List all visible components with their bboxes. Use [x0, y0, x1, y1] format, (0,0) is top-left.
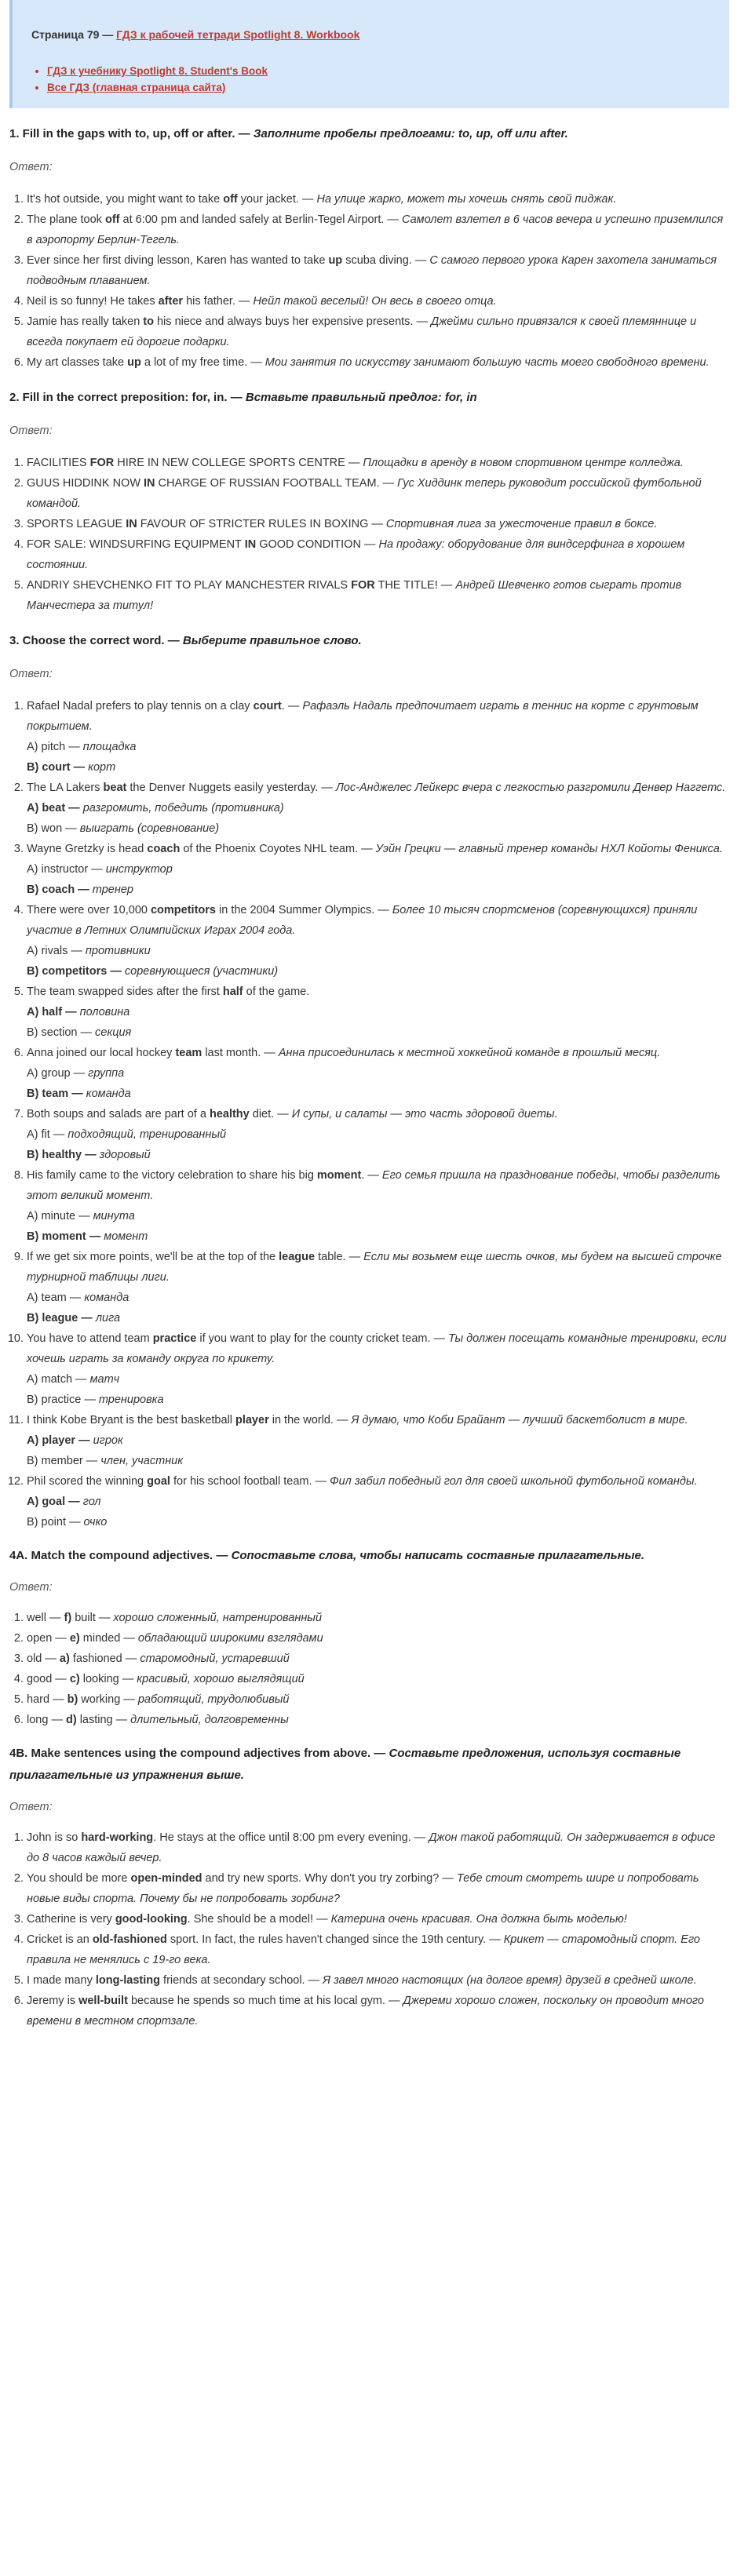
option-label: B) member — — [27, 1455, 101, 1467]
sentence-start: Wayne Gretzky is head — [27, 843, 148, 855]
sentence-end: CHARGE OF RUSSIAN FOOTBALL TEAM. — — [155, 477, 398, 490]
sentence-start: open — — [27, 1632, 70, 1645]
option-translation: игрок — [93, 1434, 123, 1447]
exercise-4a-answers — [9, 1608, 729, 1730]
sentence-start: GUUS HIDDINK NOW — [27, 477, 144, 490]
title-ru: Заполните пробелы предлогами: to, up, off или after. — [253, 127, 568, 140]
sentence-end: and try new sports. Why don't you try zorbing? — — [202, 1872, 457, 1885]
sentence-start: The plane took — [27, 213, 105, 226]
exercise-1-title — [9, 123, 729, 145]
sentence-end: . He stays at the office until 8:00 pm every evening. — — [153, 1831, 429, 1844]
sentence-start: long — — [27, 1714, 66, 1726]
answer-word: moment — [316, 1169, 362, 1182]
answer-item — [27, 778, 729, 839]
answer-word: competitors — [150, 904, 216, 916]
list-item — [47, 63, 710, 79]
sentence-end: for his school football team. — — [170, 1475, 330, 1488]
option-label: A) rivals — — [27, 945, 86, 957]
option-translation: выиграть (соревнование) — [79, 822, 220, 835]
translation: старомодный, устаревший — [140, 1652, 290, 1665]
sentence-start: Phil scored the winning — [27, 1475, 148, 1488]
related-links — [31, 63, 710, 96]
sentence-end: in the 2004 Summer Olympics. — — [215, 904, 392, 916]
option-label: A) half — — [27, 1006, 80, 1018]
answer-word: old-fashioned — [92, 1933, 167, 1946]
translation: Лос-Анджелес Лейкерс вчера с легкостью разгромили Денвер Наггетс. — [335, 782, 726, 794]
option-translation: команда — [86, 1088, 131, 1100]
answer-word: well-built — [78, 1995, 128, 2007]
option-label: A) group — — [27, 1067, 89, 1080]
sentence-end: last month. — — [202, 1047, 279, 1059]
answer-item — [27, 1929, 729, 1970]
answer-item — [27, 1247, 729, 1328]
answer-item — [27, 352, 729, 373]
title-ru: Выберите правильное слово. — [182, 634, 362, 647]
answer-label: Ответ: — [9, 161, 53, 173]
option-translation: группа — [88, 1067, 125, 1080]
answer-item — [27, 291, 729, 312]
translation: Гус Хиддинк теперь руководит российской футбольной командой. — [27, 477, 702, 510]
sentence-end: working — — [78, 1693, 138, 1706]
page-header — [9, 0, 729, 108]
sentence-start: Anna joined our local hockey — [27, 1047, 176, 1059]
sentence-end: diet. — — [249, 1108, 292, 1120]
sentence-start: Cricket is an — [27, 1933, 93, 1946]
sentence-end: GOOD CONDITION — — [256, 538, 379, 551]
sentence-end: . — — [361, 1169, 382, 1182]
sentence-end: because he spends so much time at his local gym. — — [127, 1995, 403, 2007]
translation: На продажу: оборудование для виндсерфинга в хорошем состоянии. — [27, 538, 685, 571]
sentence-end: your jacket. — — [237, 193, 317, 206]
answer-item — [27, 1104, 729, 1165]
answer-word: b) — [67, 1693, 78, 1706]
translation: длительный, долговременны — [130, 1714, 289, 1726]
translation: Джейми сильно привязался к своей племяннице и всегда покупает ей дорогие подарки. — [27, 315, 697, 348]
sentence-end: in the world. — — [268, 1414, 352, 1426]
exercise-3-answers — [9, 696, 729, 1532]
option-label: A) instructor — — [27, 863, 106, 876]
sentence-start: The LA Lakers — [27, 782, 104, 794]
translation: Джереми хорошо сложен, поскольку он проводит много времени в местном спортзале. — [27, 1995, 704, 2028]
option — [27, 1206, 729, 1226]
option — [27, 1308, 729, 1328]
option-label: B) healthy — — [27, 1149, 100, 1161]
translation: Уэйн Грецки — главный тренер команды НХЛ Койоты Феникса. — [375, 843, 723, 855]
exercise-2-title — [9, 387, 729, 409]
sentence-start: Jamie has really taken — [27, 315, 144, 328]
option — [27, 1512, 729, 1532]
sentence-start: good — — [27, 1673, 70, 1685]
answer-item — [27, 1669, 729, 1689]
answer-word: FOR — [89, 457, 115, 469]
breadcrumb — [31, 28, 710, 41]
sentence-end: at 6:00 pm and landed safely at Berlin-Tegel Airport. — — [119, 213, 402, 226]
option-translation: матч — [89, 1373, 120, 1386]
answer-item — [27, 1043, 729, 1104]
translation: И супы, и салаты — это часть здоровой диеты. — [291, 1108, 558, 1120]
sentence-end: sport. In fact, the rules haven't changed since the 19th century. — — [166, 1933, 504, 1946]
answer-word: FOR — [351, 579, 375, 592]
option-label: B) practice — — [27, 1394, 99, 1406]
option-translation: секция — [95, 1026, 132, 1039]
answer-item — [27, 696, 729, 778]
answer-item — [27, 575, 729, 616]
option — [27, 1226, 729, 1247]
option-label: B) section — — [27, 1026, 96, 1039]
option-label: B) league — — [27, 1312, 96, 1324]
sentence-start: If we get six more points, we'll be at the top of the — [27, 1251, 279, 1263]
translation: С самого первого урока Карен захотела заниматься подводным плаванием. — [27, 254, 717, 287]
option-label: B) competitors — — [27, 965, 125, 978]
option — [27, 818, 729, 839]
option-translation: здоровый — [99, 1149, 151, 1161]
option-translation: момент — [104, 1230, 148, 1243]
sentence-end: scuba diving. — — [342, 254, 430, 267]
translation: Джон такой работящий. Он задерживается в офисе до 8 часов каждый вечер. — [27, 1831, 716, 1864]
sentence-end: of the game. — [243, 986, 310, 998]
answer-word: good-looking — [115, 1913, 188, 1926]
answer-label: Ответ: — [9, 1801, 53, 1813]
sentence-start: Rafael Nadal prefers to play tennis on a clay — [27, 700, 254, 712]
exercise-4b-title — [9, 1743, 729, 1787]
option-label: A) goal — — [27, 1496, 83, 1508]
title-ru: Составьте предложения, используя составные прилагательные из упражнения выше. — [9, 1747, 681, 1782]
option-label: B) coach — — [27, 884, 93, 896]
answer-item — [27, 453, 729, 473]
translation: Я думаю, что Коби Брайант — лучший баскетболист в мире. — [351, 1414, 688, 1426]
answer-word: e) — [69, 1632, 80, 1645]
option — [27, 1288, 729, 1308]
answer-word: off — [223, 193, 238, 206]
option-translation: очко — [83, 1516, 108, 1528]
option-label: B) team — — [27, 1088, 86, 1100]
option-translation: соревнующиеся (участники) — [124, 965, 279, 978]
sentence-end: his father. — — [183, 295, 254, 308]
option — [27, 1084, 729, 1104]
answer-item — [27, 1608, 729, 1628]
home-link[interactable]: Все ГДЗ (главная страница сайта) — [47, 82, 226, 93]
answer-item — [27, 1410, 729, 1471]
exercise-3-title — [9, 630, 729, 652]
sentence-start: There were over 10,000 — [27, 904, 151, 916]
option-label: A) minute — — [27, 1210, 93, 1222]
answer-word: open-minded — [130, 1872, 203, 1885]
sentence-end: . She should be a model! — — [187, 1913, 331, 1926]
option-label: B) point — — [27, 1516, 84, 1528]
translation: Если мы возьмем еще шесть очков, мы будем на высшей строчке турнирной таблицы лиги. — [27, 1251, 722, 1284]
sentence-start: FOR SALE: WINDSURFING EQUIPMENT — [27, 538, 245, 551]
translation: Я завел много настоящих (на долгое время) друзей в средней школе. — [323, 1974, 697, 1987]
main-content — [0, 123, 748, 2031]
list-item — [47, 79, 710, 96]
answer-word: beat — [103, 782, 127, 794]
answer-item — [27, 1628, 729, 1649]
translation: обладающий широкими взглядами — [137, 1632, 323, 1645]
option — [27, 859, 729, 880]
sentence-start: Catherine is very — [27, 1913, 115, 1926]
answer-item — [27, 1827, 729, 1868]
title-en: 4B. Make sentences using the compound adjectives from above. — — [9, 1747, 389, 1760]
option-translation: лига — [95, 1312, 121, 1324]
exercise-4b-answers — [9, 1827, 729, 2031]
option — [27, 1369, 729, 1390]
option-translation: тренер — [92, 884, 133, 896]
sentence-start: You should be more — [27, 1872, 131, 1885]
option-label: B) moment — — [27, 1230, 104, 1243]
sentence-start: John is so — [27, 1831, 82, 1844]
option-label: A) match — — [27, 1373, 90, 1386]
sentence-end: of the Phoenix Coyotes NHL team. — — [180, 843, 376, 855]
translation: Нейл такой веселый! Он весь в своего отца. — [253, 295, 497, 308]
answer-item — [27, 210, 729, 250]
option — [27, 1390, 729, 1410]
option — [27, 1124, 729, 1145]
option-translation: команда — [84, 1292, 130, 1304]
answer-item — [27, 1970, 729, 1991]
sentence-start: Both soups and salads are part of a — [27, 1108, 210, 1120]
sentence-end: fashioned — — [69, 1652, 140, 1665]
answer-word: up — [127, 356, 141, 369]
exercise-1-answers — [9, 189, 729, 373]
translation: Андрей Шевченко готов сыграть против Манчестера за титул! — [27, 579, 682, 612]
exercise-2-answers — [9, 453, 729, 616]
answer-item — [27, 1909, 729, 1929]
option — [27, 1002, 729, 1022]
sentence-start: It's hot outside, you might want to take — [27, 193, 224, 206]
answer-word: goal — [147, 1475, 170, 1488]
workbook-link[interactable]: ГДЗ к рабочей тетради Spotlight 8. Workbook — [116, 28, 360, 41]
option-translation: корт — [88, 761, 116, 774]
sentence-end: a lot of my free time. — — [140, 356, 265, 369]
option — [27, 737, 729, 757]
answer-item — [27, 1689, 729, 1710]
answer-item — [27, 839, 729, 900]
answer-word: practice — [152, 1332, 197, 1345]
answer-word: IN — [144, 477, 155, 490]
answer-word: league — [279, 1251, 316, 1263]
answer-item — [27, 1328, 729, 1410]
sentence-start: The team swapped sides after the first — [27, 986, 223, 998]
sentence-end: table. — — [315, 1251, 364, 1263]
translation: работящий, трудолюбивый — [137, 1693, 290, 1706]
option-translation: гол — [82, 1496, 101, 1508]
title-en: 1. Fill in the gaps with to, up, off or after. — — [9, 127, 254, 140]
translation: Более 10 тысяч спортсменов (соревнующихся) приняли участие в Летних Олимпийских Играх 2004 года. — [27, 904, 698, 937]
answer-item — [27, 1710, 729, 1730]
page-label: Страница 79 — — [31, 28, 117, 41]
answer-item — [27, 1868, 729, 1909]
translation: Мои занятия по искусству занимают большую часть моего свободного времени. — [265, 356, 710, 369]
option-translation: противники — [85, 945, 151, 957]
translation: На улице жарко, может ты хочешь снять свой пиджак. — [316, 193, 617, 206]
answer-word: coach — [147, 843, 181, 855]
option-translation: минута — [93, 1210, 135, 1222]
option-translation: разгромить, победить (противника) — [82, 802, 284, 814]
translation: Ты должен посещать командные тренировки, если хочешь играть за команду округа по крикету. — [27, 1332, 727, 1365]
answer-word: up — [328, 254, 343, 267]
translation: красивый, хорошо выглядящий — [137, 1673, 305, 1685]
answer-word: to — [143, 315, 154, 328]
translation: Анна присоединилась к местной хоккейной команде в прошлый месяц. — [278, 1047, 661, 1059]
answer-word: team — [175, 1047, 203, 1059]
option — [27, 798, 729, 818]
answer-item — [27, 514, 729, 534]
answer-word: d) — [65, 1714, 77, 1726]
sentence-start: old — — [27, 1652, 60, 1665]
sentence-end: . — — [281, 700, 303, 712]
answer-word: player — [235, 1414, 269, 1426]
option-label: A) player — — [27, 1434, 93, 1447]
sentence-start: Jeremy is — [27, 1995, 79, 2007]
option-label: A) beat — — [27, 802, 83, 814]
answer-label: Ответ: — [9, 668, 53, 680]
answer-item — [27, 982, 729, 1043]
answer-item — [27, 473, 729, 514]
sentence-start: hard — — [27, 1693, 68, 1706]
option-label: B) won — — [27, 822, 80, 835]
sentence-end: minded — — [79, 1632, 138, 1645]
option-translation: член, участник — [100, 1455, 184, 1467]
answer-word: f) — [64, 1612, 72, 1624]
option — [27, 757, 729, 778]
sentence-end: built — — [71, 1612, 114, 1624]
translation: Фил забил победный гол для своей школьной футбольной команды. — [330, 1475, 698, 1488]
answer-item — [27, 189, 729, 210]
answer-item — [27, 312, 729, 352]
answer-item — [27, 900, 729, 982]
option-label: A) fit — — [27, 1128, 68, 1141]
option — [27, 1492, 729, 1512]
option-label: A) pitch — — [27, 741, 83, 753]
title-ru: Вставьте правильный предлог: for, in — [245, 391, 477, 404]
sentence-start: SPORTS LEAGUE — [27, 518, 126, 530]
sentence-end: lasting — — [76, 1714, 131, 1726]
sentence-end: looking — — [79, 1673, 137, 1685]
translation: хорошо сложенный, натренированный — [113, 1612, 323, 1624]
translation: Площадки в аренду в новом спортивном центре колледжа. — [363, 457, 684, 469]
answer-item — [27, 250, 729, 291]
sentence-start: well — — [27, 1612, 64, 1624]
sentence-end: THE TITLE! — — [374, 579, 456, 592]
title-en: 4A. Match the compound adjectives. — — [9, 1549, 232, 1562]
exercise-4a-title — [9, 1545, 729, 1567]
answer-item — [27, 534, 729, 575]
option — [27, 941, 729, 961]
answer-word: c) — [69, 1673, 80, 1685]
sentence-start: His family came to the victory celebration to share his big — [27, 1169, 317, 1182]
answer-label: Ответ: — [9, 424, 53, 437]
sentence-end: HIRE IN NEW COLLEGE SPORTS CENTRE — — [114, 457, 363, 469]
sentence-start: I made many — [27, 1974, 96, 1987]
answer-word: hard-working — [81, 1831, 154, 1844]
option — [27, 1451, 729, 1471]
option — [27, 1145, 729, 1165]
sentence-start: My art classes take — [27, 356, 128, 369]
translation: Спортивная лига за ужесточение правил в боксе. — [385, 518, 658, 530]
title-en: 3. Choose the correct word. — — [9, 634, 183, 647]
answer-word: court — [253, 700, 282, 712]
answer-item — [27, 1471, 729, 1532]
sentence-start: Ever since her first diving lesson, Karen has wanted to take — [27, 254, 329, 267]
option-translation: площадка — [82, 741, 137, 753]
option-label: B) court — — [27, 761, 89, 774]
sentence-start: ANDRIY SHEVCHENKO FIT TO PLAY MANCHESTER RIVALS — [27, 579, 352, 592]
translation: Катерина очень красивая. Она должна быть моделью! — [330, 1913, 627, 1926]
answer-item — [27, 1991, 729, 2031]
sentence-start: I think Kobe Bryant is the best basketball — [27, 1414, 235, 1426]
option — [27, 1022, 729, 1043]
answer-item — [27, 1165, 729, 1247]
translation: Рафаэль Надаль предпочитает играть в теннис на корте с грунтовым покрытием. — [27, 700, 699, 733]
sentence-start: You have to attend team — [27, 1332, 153, 1345]
option-translation: инструктор — [105, 863, 173, 876]
option-translation: подходящий, тренированный — [68, 1128, 227, 1141]
option — [27, 961, 729, 982]
answer-word: after — [158, 295, 184, 308]
translation: Его семья пришла на празднование победы, чтобы разделить этот великий момент. — [27, 1169, 721, 1202]
sentence-end: his niece and always buys her expensive presents. — — [153, 315, 432, 328]
sentence-end: FAVOUR OF STRICTER RULES IN BOXING — — [137, 518, 386, 530]
option — [27, 1063, 729, 1084]
option-translation: половина — [79, 1006, 130, 1018]
translation: Самолет взлетел в 6 часов вечера и успешно приземлился в аэропорту Берлин-Тегель. — [27, 213, 724, 246]
answer-word: a) — [59, 1652, 70, 1665]
sentence-start: FACILITIES — [27, 457, 90, 469]
answer-word: half — [222, 986, 243, 998]
answer-word: healthy — [209, 1108, 250, 1120]
title-ru: Сопоставьте слова, чтобы написать составные прилагательные. — [231, 1549, 645, 1562]
option — [27, 1430, 729, 1451]
answer-word: long-lasting — [95, 1974, 161, 1987]
translation: Тебе стоит смотреть шире и попробовать новые виды спорта. Почему бы не попробовать зорбинг? — [27, 1872, 699, 1905]
option-translation: тренировка — [98, 1394, 164, 1406]
sentence-start: Neil is so funny! He takes — [27, 295, 159, 308]
sentence-end: friends at secondary school. — — [160, 1974, 323, 1987]
sentence-end: the Denver Nuggets easily yesterday. — — [126, 782, 336, 794]
sentence-end: if you want to play for the county cricket team. — — [196, 1332, 449, 1345]
students-book-link[interactable]: ГДЗ к учебнику Spotlight 8. Student's Book — [47, 65, 268, 77]
answer-item — [27, 1649, 729, 1669]
title-en: 2. Fill in the correct preposition: for, in. — — [9, 391, 246, 404]
option-label: A) team — — [27, 1292, 85, 1304]
translation: Крикет — старомодный спорт. Его правила не менялись с 19-го века. — [27, 1933, 700, 1966]
option — [27, 880, 729, 900]
answer-word: IN — [244, 538, 257, 551]
answer-label: Ответ: — [9, 1581, 53, 1594]
answer-word: IN — [126, 518, 137, 530]
answer-word: off — [104, 213, 120, 226]
